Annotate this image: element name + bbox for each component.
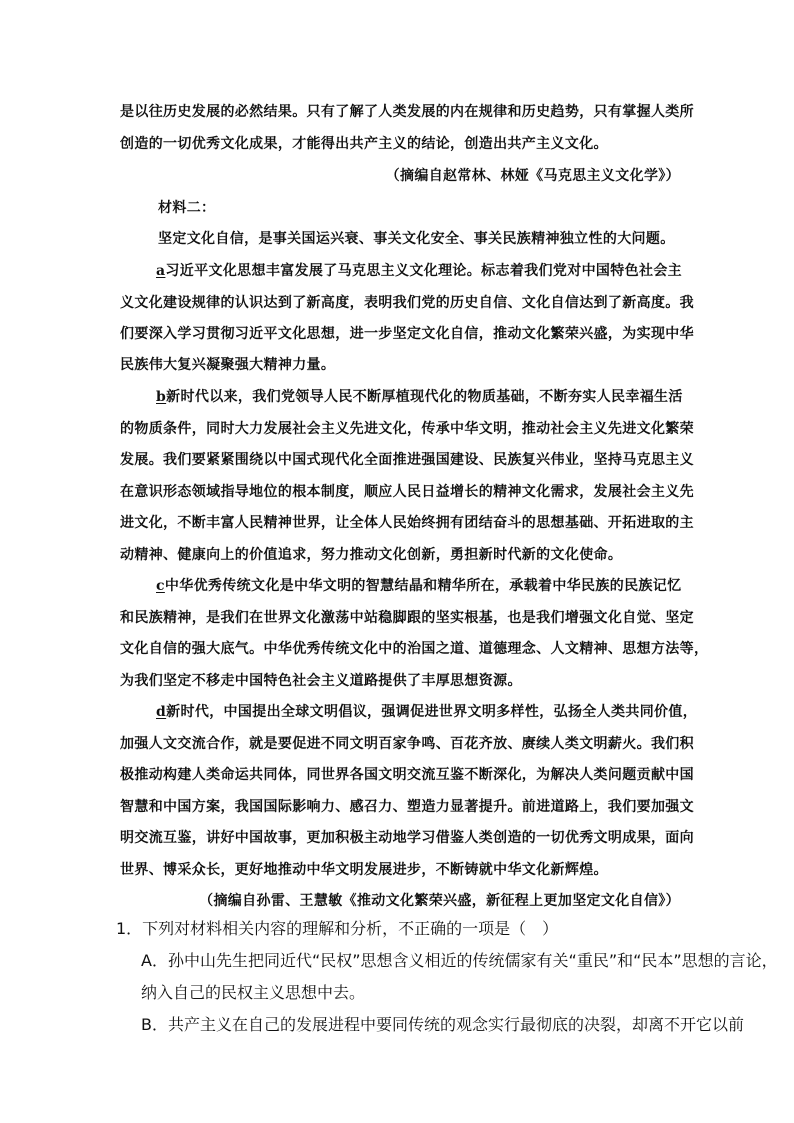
paragraph-a-line: 们要深入学习贯彻习近平文化思想，进一步坚定文化自信，推动文化繁荣兴盛，为实现中华 [120, 326, 694, 342]
paragraph-b-line [156, 387, 712, 407]
paragraph-c-text: 中华优秀传统文化是中华文明的智慧结晶和精华所在，承载着中华民族的民族记忆 [164, 578, 682, 594]
paragraph-d-text: 新时代，中国提出全球文明倡议，强调促进世界文明多样性，弘扬全人类共同价值， [166, 704, 698, 720]
paragraph-b-line: 的物质条件，同时大力发展社会主义先进文化，传承中华文明，推动社会主义先进文化繁荣 [120, 421, 694, 437]
paragraph-b-line: 发展。我们要紧紧围绕以中国式现代化全面推进强国建设、民族复兴伟业，坚持马克思主义 [120, 452, 694, 468]
paragraph-marker-a: a [156, 263, 166, 279]
intro-line: 是以往历史发展的必然结果。只有了解了人类发展的内在规律和历史趋势，只有掌握人类所 [120, 104, 694, 120]
paragraph-marker-b: b [156, 389, 167, 405]
paragraph-d-line: 世界、博采众长，更好地推动中华文明发展进步，不断铸就中华文化新辉煌。 [120, 862, 608, 878]
option-a-line: A．孙中山先生把同近代“民权”思想含义相近的传统儒家有关“重民”和“民本”思想的言论， [141, 951, 778, 970]
paragraph-d-line [156, 702, 712, 722]
paragraph-marker-c: c [156, 578, 165, 594]
paragraph-a-line: 民族伟大复兴凝聚强大精神力量。 [120, 357, 336, 373]
option-b-line: B．共产主义在自己的发展进程中要同传统的观念实行最彻底的决裂，却离不开它以前 [141, 1015, 744, 1034]
paragraph-d-line: 加强人文交流合作，就是要促进不同文明百家争鸣、百花齐放、赓续人类文明薪火。我们积 [120, 736, 694, 752]
paragraph-b-text: 新时代以来，我们党领导人民不断厚植现代化的物质基础，不断夯实人民幸福生活 [166, 389, 683, 405]
paragraph-c-line: 和民族精神，是我们在世界文化激荡中站稳脚跟的坚实根基，也是我们增强文化自觉、坚定 [120, 610, 694, 626]
paragraph-marker-d: d [156, 704, 167, 720]
paragraph-b-line: 进文化，不断丰富人民精神世界，让全体人民始终拥有团结奋斗的思想基础、开拓进取的主 [120, 515, 694, 531]
material-first-line: 坚定文化自信，是事关国运兴衰、事关文化安全、事关民族精神独立性的大问题。 [158, 231, 675, 247]
paragraph-c-line [156, 576, 712, 596]
paragraph-b-line: 动精神、健康向上的价值追求，努力推动文化创新，勇担新时代新的文化使命。 [120, 547, 623, 563]
intro-line: 创造的一切优秀文化成果，才能得出共产主义的结论，创造出共产主义文化。 [120, 136, 608, 152]
material-heading: 材料二： [158, 200, 216, 216]
paragraph-d-line: 明交流互鉴，讲好中国故事，更加积极主动地学习借鉴人类创造的一切优秀文明成果，面向 [120, 830, 694, 846]
source-citation: （摘编自孙雷、王慧敏《推动文化繁荣兴盛，新征程上更加坚定文化自信》） [199, 893, 680, 909]
paragraph-c-line: 文化自信的强大底气。中华优秀传统文化中的治国之道、道德理念、人文精神、思想方法等， [120, 641, 709, 657]
paragraph-d-line: 智慧和中国方案，我国国际影响力、感召力、塑造力显著提升。前进道路上，我们要加强文 [120, 799, 694, 815]
paragraph-d-line: 极推动构建人类命运共同体，同世界各国文明交流互鉴不断深化，为解决人类问题贡献中国 [120, 767, 694, 783]
paragraph-c-line: 为我们坚定不移走中国特色社会主义道路提供了丰厚思想资源。 [120, 673, 522, 689]
paragraph-b-line: 在意识形态领域指导地位的根本制度，顺应人民日益增长的精神文化需求，发展社会主义先 [120, 484, 694, 500]
question-stem: 1．下列对材料相关内容的理解和分析，不正确的一项是（ ） [116, 919, 559, 938]
paragraph-a-line: 义文化建设规律的认识达到了新高度，表明我们党的历史自信、文化自信达到了新高度。我 [120, 295, 694, 311]
source-citation: （摘编自赵常林、林娅《马克思主义文化学》） [385, 168, 680, 184]
option-a-line: 纳入自己的民权主义思想中去。 [141, 983, 366, 1002]
paragraph-a-line [156, 261, 712, 281]
paragraph-a-text: 习近平文化思想丰富发展了马克思主义文化理论。标志着我们党对中国特色社会主 [165, 263, 683, 279]
